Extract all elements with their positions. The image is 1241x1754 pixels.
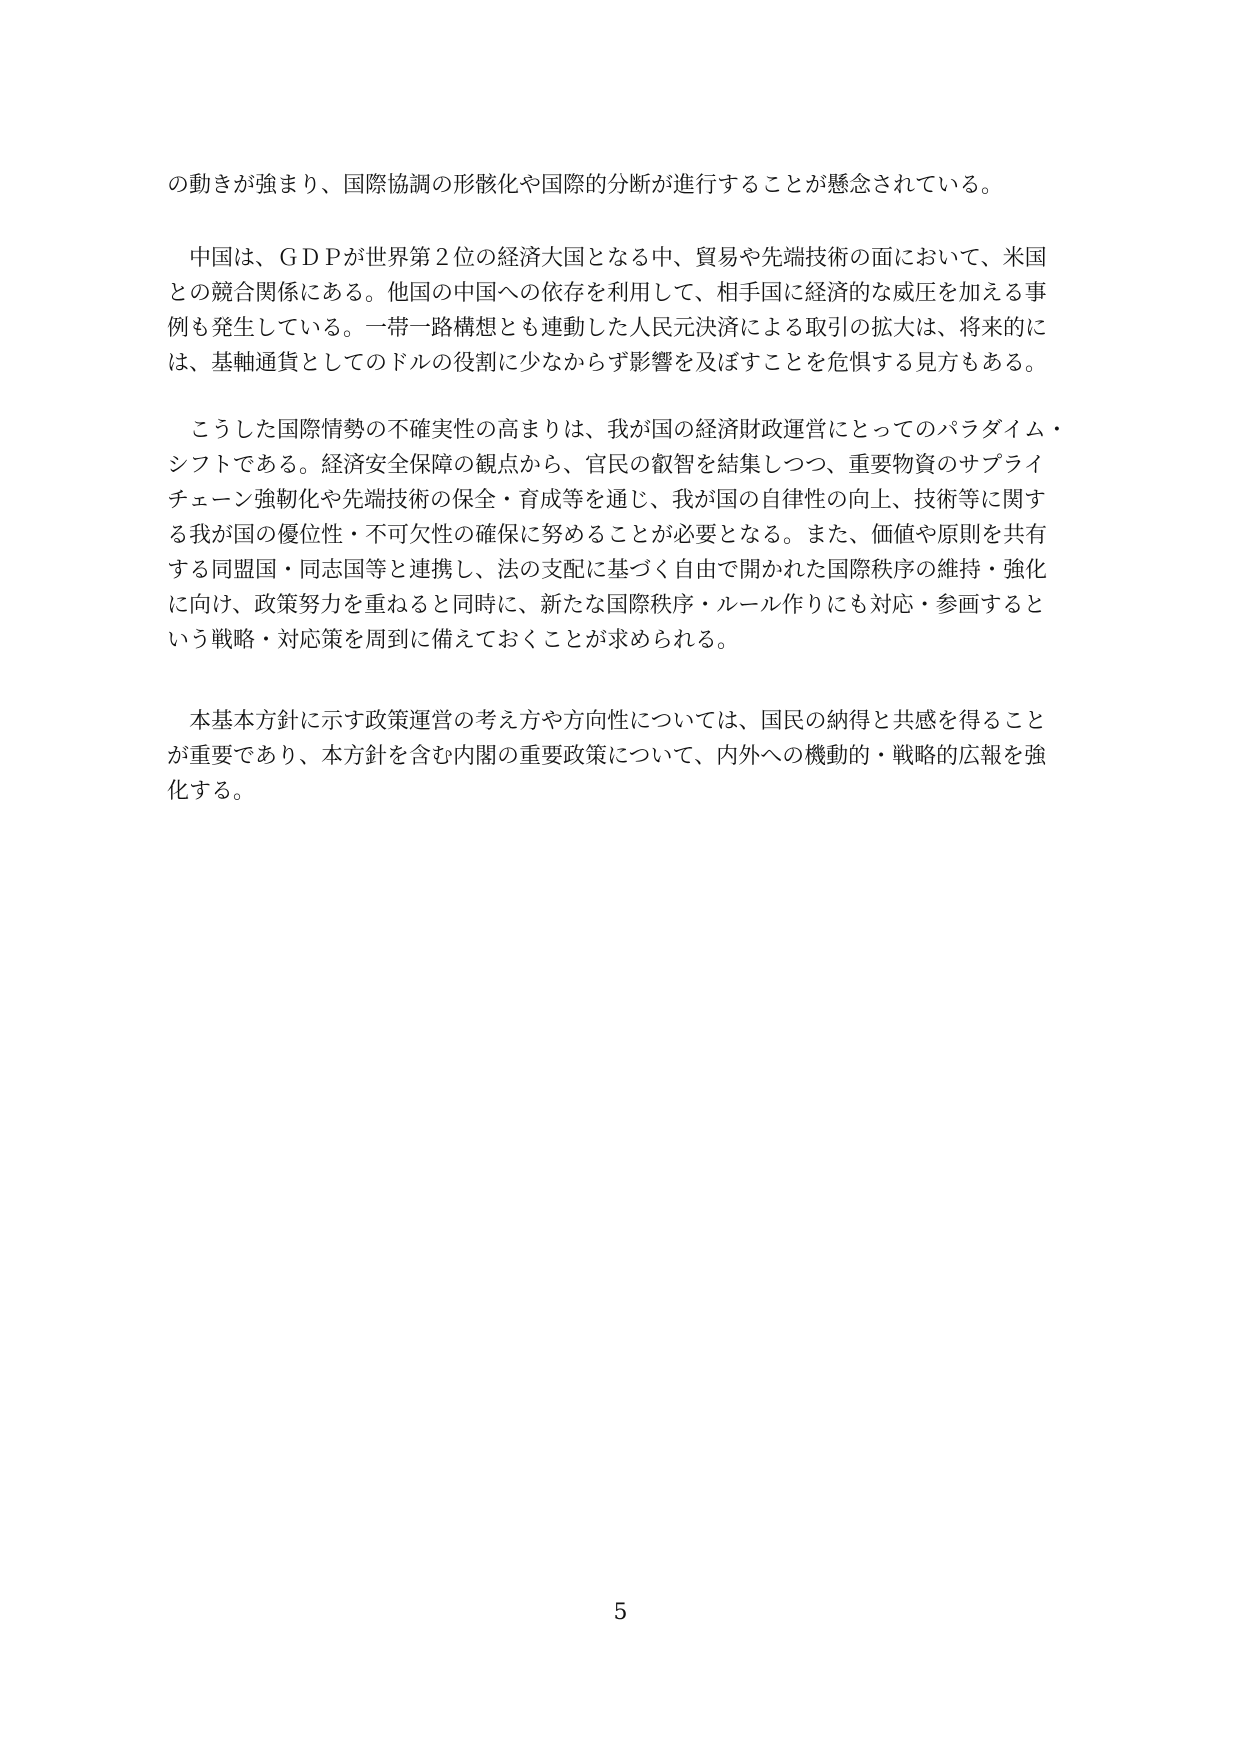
- text-line: 本基本方針に示す政策運営の考え方や方向性については、国民の納得と共感を得ること: [167, 709, 1047, 734]
- page-number: 5: [613, 1600, 628, 1625]
- text-line: 中国は、ＧＤＰが世界第２位の経済大国となる中、貿易や先端技術の面において、米国: [167, 246, 1047, 271]
- paragraph-3: [167, 413, 1085, 658]
- text-line: こうした国際情勢の不確実性の高まりは、我が国の経済財政運営にとってのパラダイム・: [167, 418, 1068, 443]
- text-line: に向け、政策努力を重ねると同時に、新たな国際秩序・ルール作りにも対応・参画すると: [167, 593, 1046, 618]
- text-line: が重要であり、本方針を含む内閣の重要政策について、内外への機動的・戦略的広報を強: [167, 744, 1047, 769]
- text-line: シフトである。経済安全保障の観点から、官民の叡智を結集しつつ、重要物資のサプライ: [167, 453, 1046, 478]
- text-line: は、基軸通貨としてのドルの役割に少なからず影響を及ぼすことを危惧する見方もある。: [167, 351, 1048, 376]
- text-line: チェーン強靭化や先端技術の保全・育成等を通じ、我が国の自律性の向上、技術等に関す: [167, 488, 1046, 513]
- text-line: との競合関係にある。他国の中国への依存を利用して、相手国に経済的な威圧を加える事: [167, 281, 1047, 306]
- text-line: る我が国の優位性・不可欠性の確保に努めることが必要となる。また、価値や原則を共有: [167, 523, 1048, 548]
- text-line: 例も発生している。一帯一路構想とも連動した人民元決済による取引の拡大は、将来的に: [167, 316, 1048, 341]
- paragraph-1: [167, 168, 1085, 203]
- paragraph-2: [167, 241, 1085, 381]
- text-line: する同盟国・同志国等と連携し、法の支配に基づく自由で開かれた国際秩序の維持・強化: [167, 558, 1048, 583]
- text-line: いう戦略・対応策を周到に備えておくことが求められる。: [167, 628, 740, 653]
- paragraph-4: [167, 704, 1085, 809]
- text-line: 化する。: [167, 779, 256, 804]
- text-line: の動きが強まり、国際協調の形骸化や国際的分断が進行することが懸念されている。: [167, 173, 1004, 198]
